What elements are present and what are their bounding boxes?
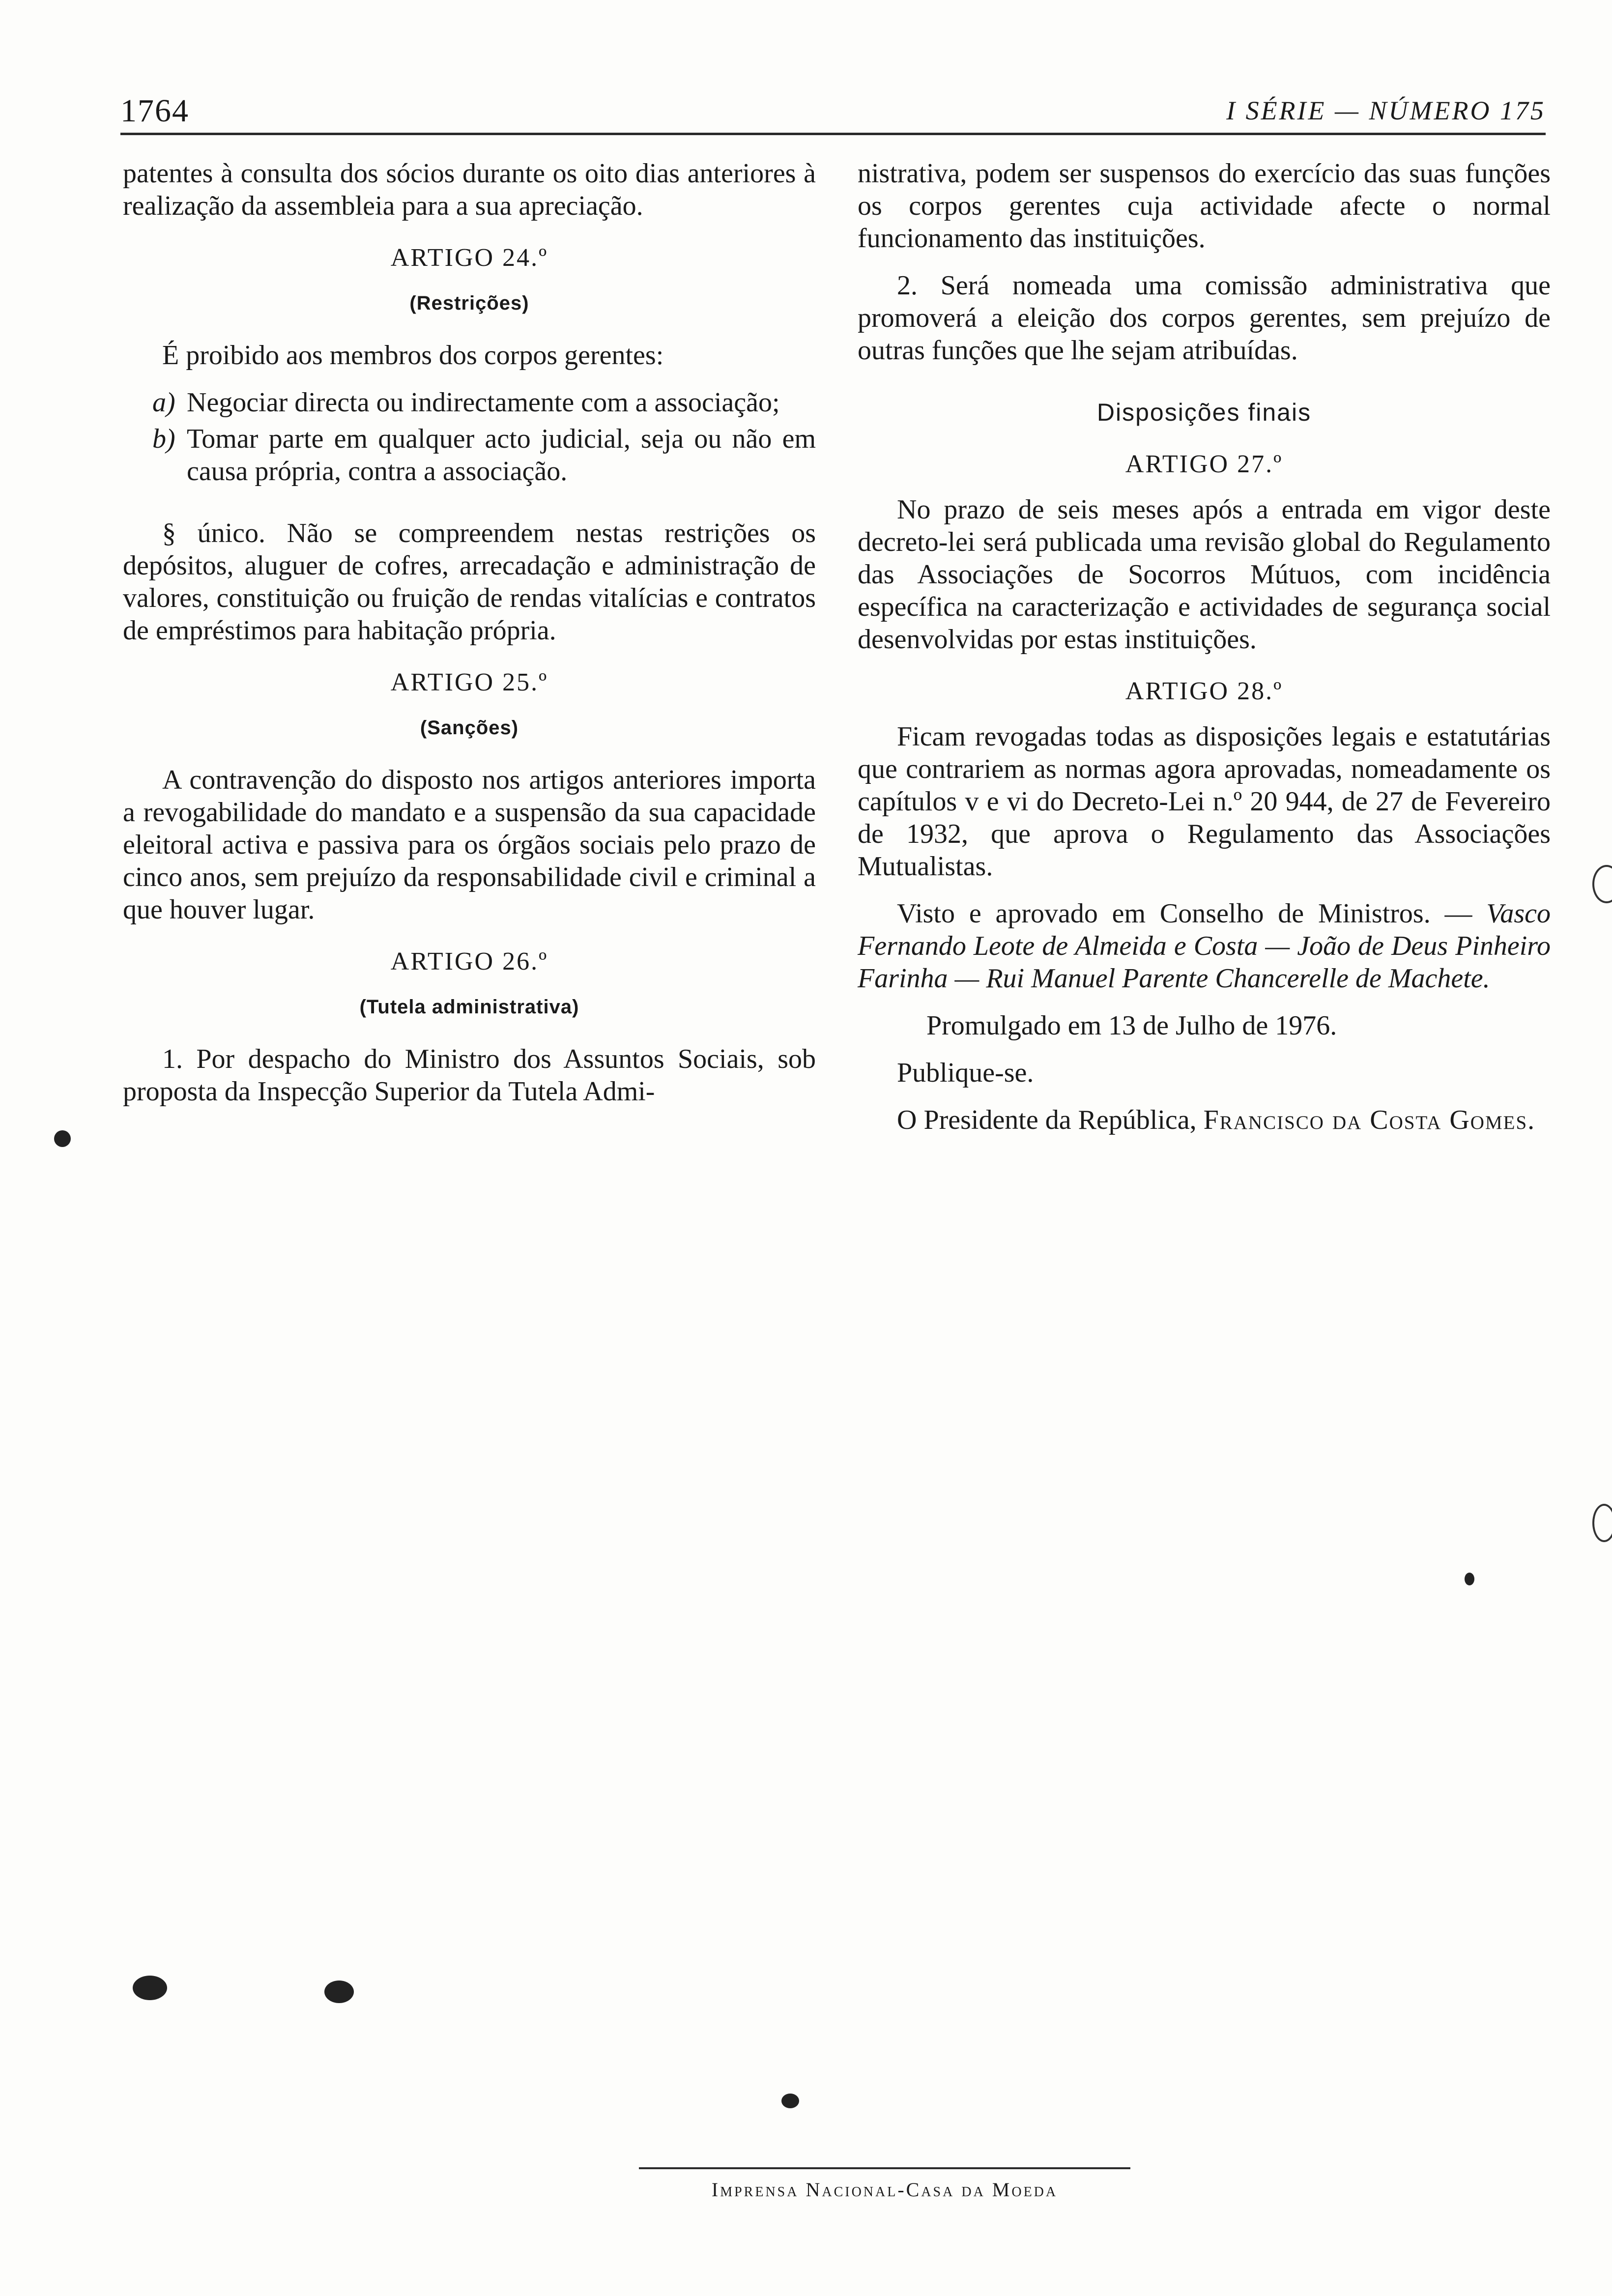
series-number: I SÉRIE — NÚMERO 175 <box>1226 96 1546 125</box>
article-27-text: No prazo de seis meses após a entrada em vigor deste decreto-lei será publicada uma revisão global do Regulamento das Associações de Socorros Mútuos, com incidência específica na caracterização e actividades de segurança social desenvolvidas por estas instituições. <box>858 494 1551 655</box>
article-25-text: A contravenção do disposto nos artigos anteriores importa a revogabilidade do mandato e a suspensão da sua capacidade eleitoral activa e passiva para os órgãos sociais pelo prazo de cinco anos, sem prejuízo da responsabilidade civil e criminal a que houver lugar. <box>123 765 816 925</box>
list-text: Negociar directa ou indirectamente com a associação; <box>187 387 780 418</box>
article-26-subtitle: (Tutela administrativa) <box>359 996 579 1018</box>
president-lead: O Presidente da República, <box>897 1105 1197 1135</box>
article-25-title: ARTIGO 25.º <box>390 668 548 696</box>
minister-signatures: Vasco Fernando Leote de Almeida e Costa — João de Deus Pinheiro Farinha — Rui Manuel Parente Chancerelle de Machete. <box>858 898 1551 994</box>
article-24-title: ARTIGO 24.º <box>390 244 548 272</box>
article-24-intro: É proibido aos membros dos corpos gerentes: <box>162 340 664 371</box>
left-column <box>123 157 816 1122</box>
article-24-unico: § único. Não se compreendem nestas restrições os depósitos, aluguer de cofres, arrecadação e administração de valores, constituição ou fruição de rendas vitalícias e contratos de empréstimos para habitação própria. <box>123 518 816 646</box>
visto-paragraph <box>858 897 1551 995</box>
article-24-subtitle: (Restrições) <box>409 292 529 314</box>
article-26-p2: 2. Será nomeada uma comissão administrativa que promoverá a eleição dos corpos gerentes, sem prejuízo de outras funções que lhe sejam atribuídas. <box>858 270 1551 366</box>
scan-ring <box>1592 865 1612 903</box>
article-25-subtitle: (Sanções) <box>420 717 519 739</box>
paragraph-continuation: patentes à consulta dos sócios durante os oito dias anteriores à realização da assembleia para a sua apreciação. <box>123 158 816 221</box>
scan-speck <box>133 1976 167 2000</box>
scan-speck <box>324 1980 354 2003</box>
promulgation-date: Promulgado em 13 de Julho de 1976. <box>926 1010 1337 1041</box>
list-text: Tomar parte em qualquer acto judicial, seja ou não em causa própria, contra a associação. <box>187 424 816 487</box>
publication-order: Publique-se. <box>897 1058 1034 1088</box>
list-item <box>123 423 816 488</box>
article-28-text: Ficam revogadas todas as disposições legais e estatutárias que contrariem as normas agora aprovadas, nomeadamente os capítulos v e vi do Decreto-Lei n.º 20 944, de 27 de Fevereiro de 1932, que aprova o Regulamento das Associações Mutualistas. <box>858 721 1551 882</box>
article-27-title: ARTIGO 27.º <box>1125 450 1283 478</box>
imprint-footer: Imprensa Nacional-Casa da Moeda <box>639 2167 1130 2201</box>
list-mark: a) <box>152 387 175 418</box>
scan-speck <box>54 1130 71 1147</box>
article-28-title: ARTIGO 28.º <box>1125 677 1283 705</box>
article-26-p1-continuation: nistrativa, podem ser suspensos do exercício das suas funções os corpos gerentes cuja actividade afecte o normal funcionamento das instituições. <box>858 158 1551 254</box>
right-column <box>858 157 1551 1151</box>
article-26-title: ARTIGO 26.º <box>390 947 548 976</box>
scan-speck <box>781 2094 799 2108</box>
page-number: 1764 <box>120 93 189 129</box>
article-26-p1: 1. Por despacho do Ministro dos Assuntos Sociais, sob proposta da Inspecção Superior da Tutela Admi- <box>123 1044 816 1107</box>
visto-lead: Visto e aprovado em Conselho de Ministros. — <box>897 898 1472 929</box>
president-name: Francisco da Costa Gomes. <box>1203 1105 1536 1135</box>
scan-speck <box>1465 1573 1474 1585</box>
scan-ring <box>1592 1504 1612 1542</box>
president-paragraph <box>858 1104 1551 1136</box>
list-item <box>123 386 816 419</box>
list-mark: b) <box>152 424 175 454</box>
page-header <box>120 74 1546 135</box>
section-title: Disposições finais <box>1096 399 1312 426</box>
